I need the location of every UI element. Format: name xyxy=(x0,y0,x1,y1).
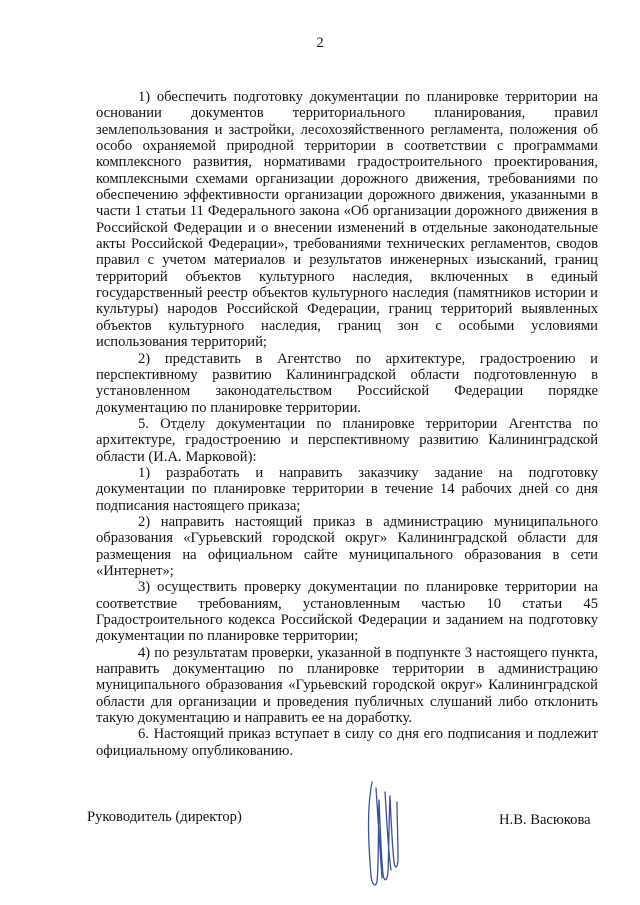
text-line: 1) разработать и направить заказчику задание на подготовку xyxy=(138,464,598,481)
text-line: государственный реестр объектов культурного наследия (памятников истории и xyxy=(96,285,598,302)
text-line: основании документов территориального планирования, правил xyxy=(96,105,598,122)
text-line: 1) обеспечить подготовку документации по планировке территории на xyxy=(138,89,598,105)
text-line: документацию по планировке территории. xyxy=(96,399,362,416)
text-line: области (И.А. Марковой): xyxy=(96,448,257,465)
text-line: 2) направить настоящий приказ в администрацию муниципального xyxy=(138,513,598,530)
text-line: соответствие требованиям, установленным частью 10 статьи 45 xyxy=(96,595,598,612)
text-line: особо охраняемой природной территории в соответствии с программами xyxy=(96,138,598,155)
text-line: перспективному развитию Калининградской области подготовленную в xyxy=(96,366,598,383)
page-number: 2 xyxy=(316,35,324,51)
text-line: 2) представить в Агентство по архитектуре, градостроению и xyxy=(138,350,598,367)
signatory-name: Н.В. Васюкова xyxy=(499,812,591,828)
text-line: объектов культурного наследия, границ зон с особыми условиями xyxy=(96,317,598,334)
text-line: установленном законодательством Российской Федерации порядке xyxy=(96,383,598,400)
handwritten-signature xyxy=(358,778,406,890)
signatory-title: Руководитель (директор) xyxy=(87,809,242,825)
text-line: культуры) народов Российской Федерации, границ территорий выявленных xyxy=(96,301,598,318)
text-line: обеспечению эффективности организации дорожного движения, указанными в xyxy=(96,187,598,204)
text-line: такую документацию и направить ее на доработку. xyxy=(96,710,413,727)
text-line: 5. Отделу документации по планировке территории Агентства по xyxy=(138,415,598,432)
text-line: 4) по результатам проверки, указанной в подпункте 3 настоящего пункта, xyxy=(138,644,598,661)
text-line: правил с учетом материалов и результатов инженерных изысканий, границ xyxy=(96,252,598,269)
text-line: направить документацию по планировке территории в администрацию xyxy=(96,661,598,678)
text-line: комплексными схемами организации дорожного движения, требованиями по xyxy=(96,170,598,187)
text-line: архитектуре, градостроению и перспективному развитию Калининградской xyxy=(96,432,598,449)
text-line: официальному опубликованию. xyxy=(96,742,294,759)
text-line: «Интернет»; xyxy=(96,562,174,579)
text-line: документации по планировке территории; xyxy=(96,628,359,645)
text-line: Градостроительного кодекса Российской Федерации и заданием на подготовку xyxy=(96,612,598,628)
text-line: территорий объектов культурного наследия, включенных в единый xyxy=(96,268,598,285)
text-line: землепользования и застройки, лесохозяйственного регламента, положения об xyxy=(96,121,598,138)
text-line: образования «Гурьевский городской округ» Калининградской области для xyxy=(96,530,598,547)
text-line: Российской Федерации и о внесении изменений в отдельные законодательные xyxy=(96,219,598,236)
text-line: документации по планировке территории в течение 14 рабочих дней со дня xyxy=(96,481,598,498)
text-line: подписания настоящего приказа; xyxy=(96,497,301,514)
text-line: части 1 статьи 11 Федерального закона «Об организации дорожного движения в xyxy=(96,203,598,220)
document-body xyxy=(96,89,598,759)
text-line: акты Российской Федерации», требованиями технических регламентов, сводов xyxy=(96,236,598,253)
text-line: муниципального образования «Гурьевский городской округ» Калининградской xyxy=(96,677,598,694)
text-line: 6. Настоящий приказ вступает в силу со дня его подписания и подлежит xyxy=(138,726,598,743)
text-line: области для организации и проведения публичных слушаний либо отклонить xyxy=(96,693,598,710)
text-line: размещения на официальном сайте муниципального образования в сети xyxy=(96,546,598,563)
text-line: комплексного развития, нормативами градостроительного проектирования, xyxy=(96,154,598,171)
text-line: 3) осуществить проверку документации по планировке территории на xyxy=(138,579,598,596)
text-line: использования территорий; xyxy=(96,334,267,351)
